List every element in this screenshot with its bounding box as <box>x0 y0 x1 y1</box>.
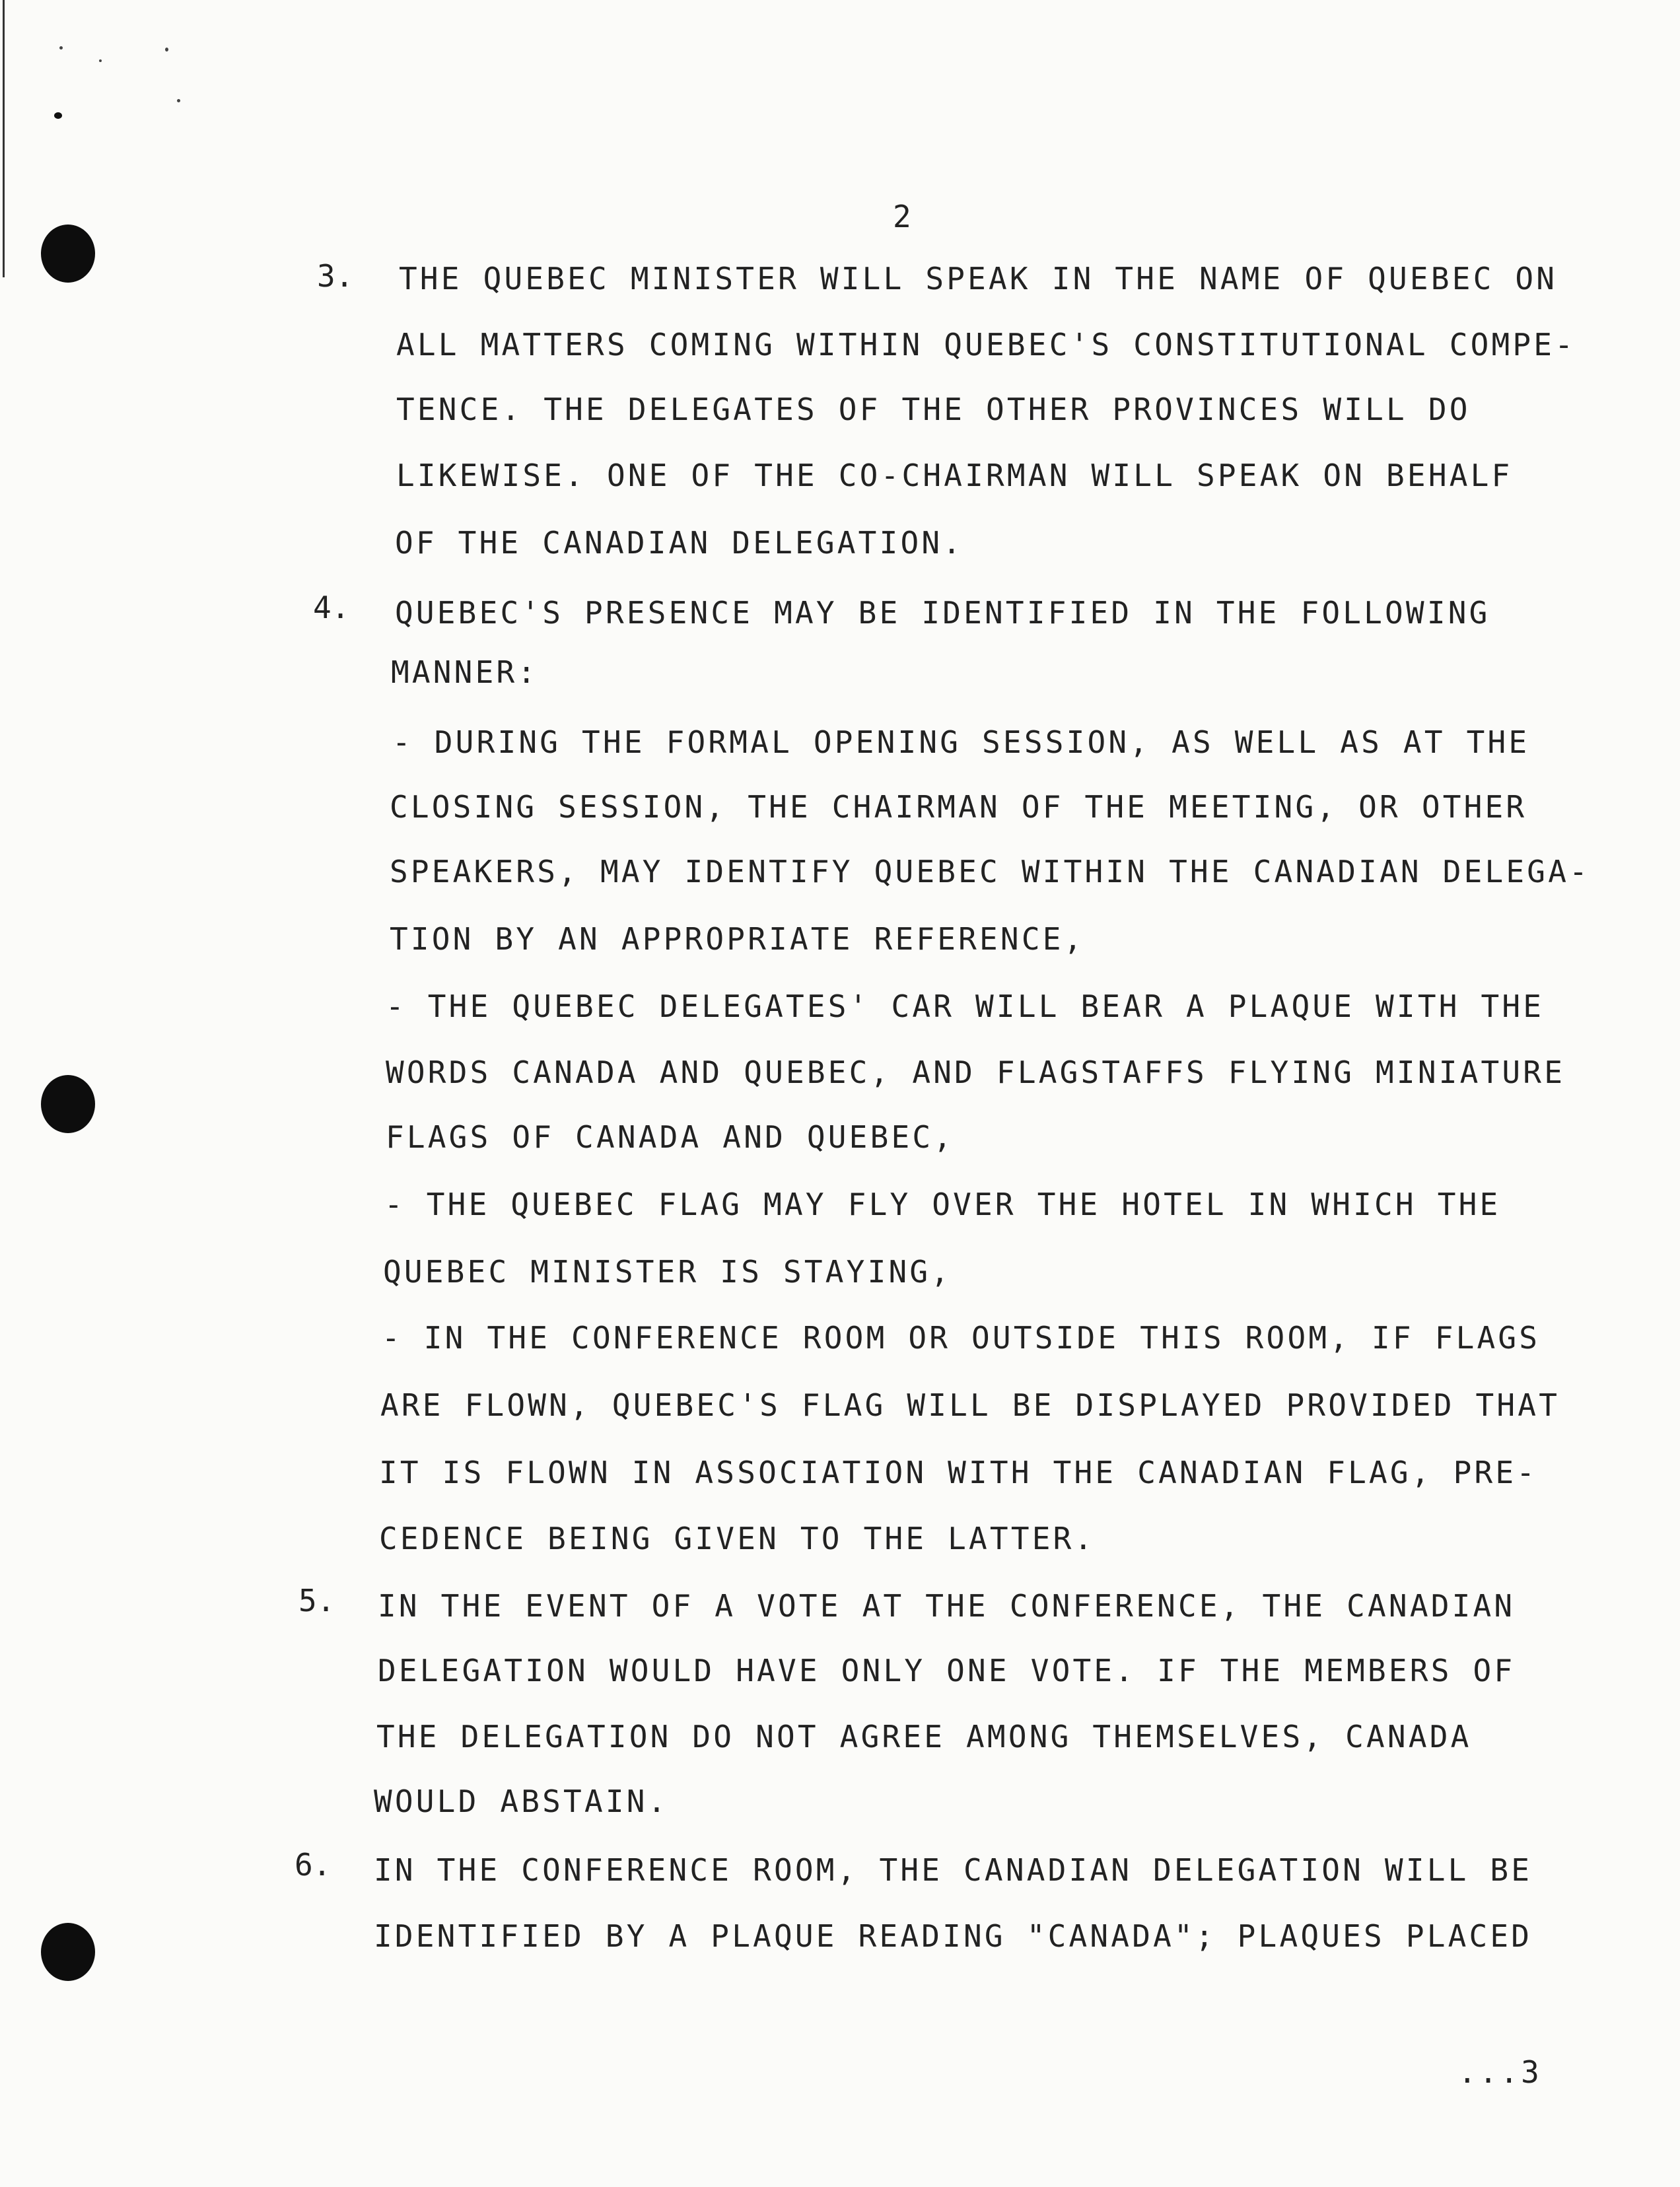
text-line: OF THE CANADIAN DELEGATION. <box>395 525 964 561</box>
item-number: 4. <box>313 590 350 625</box>
item-number: 5. <box>298 1583 335 1618</box>
scan-speck <box>59 46 63 50</box>
text-line: MANNER: <box>391 654 539 690</box>
text-line: - THE QUEBEC FLAG MAY FLY OVER THE HOTEL IN WHICH THE <box>384 1187 1501 1222</box>
text-line: SPEAKERS, MAY IDENTIFY QUEBEC WITHIN THE CANADIAN DELEGA- <box>390 854 1590 889</box>
page-edge-line <box>3 0 5 277</box>
page-continuation: ...3 <box>1458 2054 1542 2090</box>
text-line: WOULD ABSTAIN. <box>374 1784 669 1819</box>
text-line: LIKEWISE. ONE OF THE CO-CHAIRMAN WILL SPEAK ON BEHALF <box>396 458 1513 493</box>
text-line: CLOSING SESSION, THE CHAIRMAN OF THE MEETING, OR OTHER <box>390 789 1527 825</box>
text-line: THE DELEGATION DO NOT AGREE AMONG THEMSELVES, CANADA <box>376 1719 1472 1754</box>
item-number: 3. <box>317 258 354 294</box>
text-line: TION BY AN APPROPRIATE REFERENCE, <box>390 921 1085 957</box>
text-line: QUEBEC'S PRESENCE MAY BE IDENTIFIED IN THE FOLLOWING <box>395 595 1490 631</box>
text-line: QUEBEC MINISTER IS STAYING, <box>383 1254 952 1290</box>
text-line: - THE QUEBEC DELEGATES' CAR WILL BEAR A PLAQUE WITH THE <box>386 989 1545 1024</box>
text-line: TENCE. THE DELEGATES OF THE OTHER PROVINCES WILL DO <box>396 392 1471 427</box>
text-line: ARE FLOWN, QUEBEC'S FLAG WILL BE DISPLAYED PROVIDED THAT <box>380 1387 1560 1423</box>
text-line: THE QUEBEC MINISTER WILL SPEAK IN THE NAME OF QUEBEC ON <box>399 261 1558 296</box>
text-line: WORDS CANADA AND QUEBEC, AND FLAGSTAFFS FLYING MINIATURE <box>386 1055 1566 1090</box>
text-line: DELEGATION WOULD HAVE ONLY ONE VOTE. IF THE MEMBERS OF <box>378 1653 1516 1688</box>
text-line: IDENTIFIED BY A PLAQUE READING "CANADA"; PLAQUES PLACED <box>374 1918 1533 1954</box>
text-line: ALL MATTERS COMING WITHIN QUEBEC'S CONSTITUTIONAL COMPE- <box>396 327 1576 363</box>
item-number: 6. <box>295 1847 332 1883</box>
page-number: 2 <box>893 199 913 234</box>
punch-hole <box>41 1075 95 1133</box>
scan-speck <box>165 48 168 52</box>
text-line: FLAGS OF CANADA AND QUEBEC, <box>386 1119 955 1155</box>
scan-speck <box>177 99 180 102</box>
text-line: - IN THE CONFERENCE ROOM OR OUTSIDE THIS ROOM, IF FLAGS <box>382 1320 1541 1356</box>
punch-hole <box>41 225 95 283</box>
scan-speck <box>54 112 62 119</box>
text-line: CEDENCE BEING GIVEN TO THE LATTER. <box>379 1521 1096 1556</box>
text-line: IN THE CONFERENCE ROOM, THE CANADIAN DELEGATION WILL BE <box>374 1852 1533 1888</box>
text-line: IN THE EVENT OF A VOTE AT THE CONFERENCE, THE CANADIAN <box>378 1588 1516 1624</box>
scan-speck <box>99 59 102 62</box>
punch-hole <box>41 1923 95 1981</box>
text-line: IT IS FLOWN IN ASSOCIATION WITH THE CANADIAN FLAG, PRE- <box>379 1455 1538 1490</box>
text-line: - DURING THE FORMAL OPENING SESSION, AS WELL AS AT THE <box>392 724 1530 760</box>
